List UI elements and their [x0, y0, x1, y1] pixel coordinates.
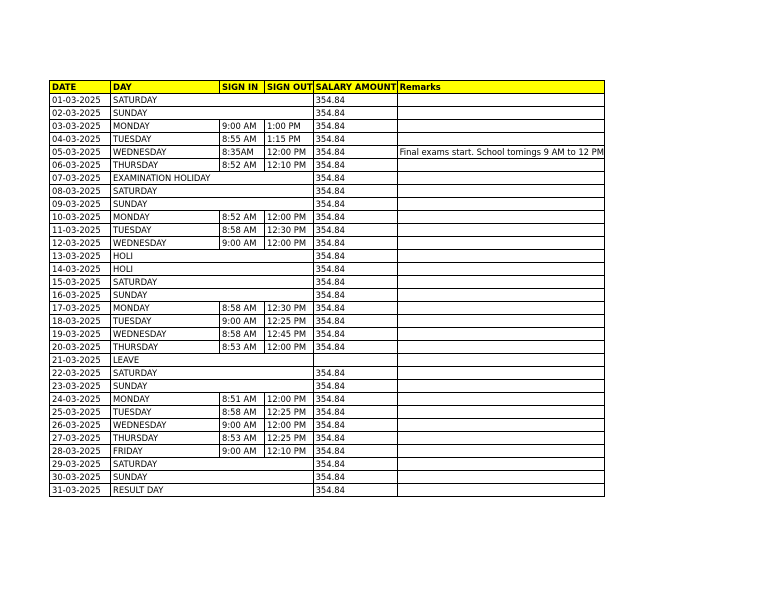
remarks-cell[interactable] [397, 211, 604, 224]
remarks-cell[interactable] [397, 380, 604, 393]
table-row [50, 406, 605, 419]
day-cell[interactable]: WEDNESDAY [111, 237, 220, 250]
sign-out-cell[interactable]: 12:25 PM [265, 406, 314, 419]
remarks-cell[interactable]: Final exams start. School tomings 9 AM to 12 PM [397, 146, 604, 159]
table-row [50, 432, 605, 445]
date-cell[interactable]: 17-03-2025 [50, 302, 111, 315]
attendance-table [49, 80, 605, 497]
salary-cell[interactable]: 354.84 [313, 484, 397, 497]
sign-in-cell[interactable]: 9:00 AM [220, 120, 265, 133]
day-cell[interactable]: TUESDAY [111, 315, 220, 328]
salary-cell[interactable]: 354.84 [313, 458, 397, 471]
sign-out-cell[interactable]: 12:10 PM [265, 159, 314, 172]
header-salary-amount[interactable]: SALARY AMOUNT [313, 81, 397, 94]
remarks-cell[interactable] [397, 406, 604, 419]
date-cell[interactable]: 28-03-2025 [50, 445, 111, 458]
day-cell[interactable]: SATURDAY [111, 185, 314, 198]
header-sign-out[interactable]: SIGN OUT [265, 81, 314, 94]
header-row [50, 81, 605, 94]
remarks-cell[interactable] [397, 458, 604, 471]
remarks-cell[interactable] [397, 185, 604, 198]
table-body [50, 94, 605, 497]
table-row [50, 341, 605, 354]
salary-cell[interactable]: 354.84 [313, 419, 397, 432]
table-row [50, 484, 605, 497]
table-row [50, 445, 605, 458]
date-cell[interactable]: 01-03-2025 [50, 94, 111, 107]
remarks-cell[interactable] [397, 445, 604, 458]
salary-cell[interactable]: 354.84 [313, 172, 397, 185]
sign-out-cell[interactable]: 12:25 PM [265, 315, 314, 328]
day-cell[interactable]: MONDAY [111, 211, 220, 224]
date-cell[interactable]: 09-03-2025 [50, 198, 111, 211]
remarks-cell[interactable] [397, 471, 604, 484]
salary-cell[interactable]: 354.84 [313, 94, 397, 107]
day-cell[interactable]: TUESDAY [111, 406, 220, 419]
salary-cell[interactable]: 354.84 [313, 185, 397, 198]
sign-in-cell[interactable]: 8:53 AM [220, 432, 265, 445]
sign-out-cell[interactable]: 12:30 PM [265, 302, 314, 315]
sign-in-cell[interactable]: 8:58 AM [220, 224, 265, 237]
remarks-cell[interactable] [397, 341, 604, 354]
date-cell[interactable]: 02-03-2025 [50, 107, 111, 120]
day-cell[interactable]: THURSDAY [111, 341, 220, 354]
day-cell[interactable]: MONDAY [111, 302, 220, 315]
table-row [50, 367, 605, 380]
sign-in-cell[interactable]: 8:58 AM [220, 406, 265, 419]
remarks-cell[interactable] [397, 120, 604, 133]
table-row [50, 185, 605, 198]
date-cell[interactable]: 04-03-2025 [50, 133, 111, 146]
table-row [50, 263, 605, 276]
day-cell[interactable]: HOLI [111, 263, 314, 276]
day-cell[interactable]: SATURDAY [111, 94, 314, 107]
sign-in-cell[interactable]: 8:55 AM [220, 133, 265, 146]
salary-cell[interactable]: 354.84 [313, 393, 397, 406]
table-row [50, 237, 605, 250]
remarks-cell[interactable] [397, 263, 604, 276]
sign-out-cell[interactable]: 12:30 PM [265, 224, 314, 237]
remarks-cell[interactable] [397, 367, 604, 380]
table-row [50, 224, 605, 237]
sign-out-cell[interactable]: 12:25 PM [265, 432, 314, 445]
salary-cell[interactable]: 354.84 [313, 146, 397, 159]
sign-in-cell[interactable]: 8:52 AM [220, 159, 265, 172]
date-cell[interactable]: 08-03-2025 [50, 185, 111, 198]
date-cell[interactable]: 05-03-2025 [50, 146, 111, 159]
table-row [50, 393, 605, 406]
remarks-cell[interactable] [397, 94, 604, 107]
day-cell[interactable]: MONDAY [111, 120, 220, 133]
sign-out-cell[interactable]: 1:00 PM [265, 120, 314, 133]
date-cell[interactable]: 12-03-2025 [50, 237, 111, 250]
table-row [50, 133, 605, 146]
table-row [50, 315, 605, 328]
day-cell[interactable]: SUNDAY [111, 471, 314, 484]
header-day[interactable]: DAY [111, 81, 220, 94]
remarks-cell[interactable] [397, 107, 604, 120]
sign-in-cell[interactable]: 8:58 AM [220, 328, 265, 341]
date-cell[interactable]: 27-03-2025 [50, 432, 111, 445]
sign-in-cell[interactable]: 8:51 AM [220, 393, 265, 406]
remarks-cell[interactable] [397, 133, 604, 146]
salary-cell[interactable]: 354.84 [313, 211, 397, 224]
table-row [50, 94, 605, 107]
remarks-cell[interactable] [397, 354, 604, 367]
table-row [50, 276, 605, 289]
date-cell[interactable]: 11-03-2025 [50, 224, 111, 237]
remarks-cell[interactable] [397, 328, 604, 341]
sign-in-cell[interactable]: 9:00 AM [220, 445, 265, 458]
day-cell[interactable]: WEDNESDAY [111, 328, 220, 341]
salary-cell[interactable]: 354.84 [313, 120, 397, 133]
day-cell[interactable]: THURSDAY [111, 432, 220, 445]
date-cell[interactable]: 21-03-2025 [50, 354, 111, 367]
remarks-cell[interactable] [397, 172, 604, 185]
date-cell[interactable]: 22-03-2025 [50, 367, 111, 380]
date-cell[interactable]: 26-03-2025 [50, 419, 111, 432]
salary-cell[interactable]: 354.84 [313, 224, 397, 237]
salary-cell[interactable]: 354.84 [313, 341, 397, 354]
sign-in-cell[interactable]: 8:53 AM [220, 341, 265, 354]
salary-cell[interactable]: 354.84 [313, 471, 397, 484]
salary-cell[interactable]: 354.84 [313, 237, 397, 250]
day-cell[interactable]: SUNDAY [111, 107, 314, 120]
table-row [50, 289, 605, 302]
day-cell[interactable]: TUESDAY [111, 133, 220, 146]
salary-cell[interactable]: 354.84 [313, 328, 397, 341]
header-date[interactable]: DATE [50, 81, 111, 94]
salary-cell[interactable]: 354.84 [313, 159, 397, 172]
date-cell[interactable]: 13-03-2025 [50, 250, 111, 263]
salary-cell[interactable]: 354.84 [313, 250, 397, 263]
sign-out-cell[interactable]: 12:00 PM [265, 211, 314, 224]
day-cell[interactable]: EXAMINATION HOLIDAY [111, 172, 314, 185]
date-cell[interactable]: 29-03-2025 [50, 458, 111, 471]
date-cell[interactable]: 20-03-2025 [50, 341, 111, 354]
sign-out-cell[interactable]: 12:10 PM [265, 445, 314, 458]
sign-out-cell[interactable]: 12:00 PM [265, 146, 314, 159]
table-row [50, 172, 605, 185]
date-cell[interactable]: 16-03-2025 [50, 289, 111, 302]
date-cell[interactable]: 23-03-2025 [50, 380, 111, 393]
remarks-cell[interactable] [397, 484, 604, 497]
table-row [50, 146, 605, 159]
remarks-cell[interactable] [397, 302, 604, 315]
day-cell[interactable]: WEDNESDAY [111, 419, 220, 432]
day-cell[interactable]: SATURDAY [111, 367, 314, 380]
date-cell[interactable]: 14-03-2025 [50, 263, 111, 276]
remarks-cell[interactable] [397, 315, 604, 328]
day-cell[interactable]: SUNDAY [111, 289, 314, 302]
salary-cell[interactable]: 354.84 [313, 133, 397, 146]
remarks-cell[interactable] [397, 393, 604, 406]
date-cell[interactable]: 19-03-2025 [50, 328, 111, 341]
sign-in-cell[interactable]: 9:00 AM [220, 237, 265, 250]
date-cell[interactable]: 25-03-2025 [50, 406, 111, 419]
table-row [50, 159, 605, 172]
date-cell[interactable]: 24-03-2025 [50, 393, 111, 406]
sign-in-cell[interactable]: 9:00 AM [220, 315, 265, 328]
header-sign-in[interactable]: SIGN IN [220, 81, 265, 94]
day-cell[interactable]: RESULT DAY [111, 484, 314, 497]
remarks-cell[interactable] [397, 289, 604, 302]
table-row [50, 458, 605, 471]
table-row [50, 419, 605, 432]
salary-cell[interactable]: 354.84 [313, 198, 397, 211]
table-row [50, 354, 605, 367]
day-cell[interactable]: THURSDAY [111, 159, 220, 172]
remarks-cell[interactable] [397, 198, 604, 211]
remarks-cell[interactable] [397, 237, 604, 250]
salary-cell[interactable]: 354.84 [313, 276, 397, 289]
day-cell[interactable]: TUESDAY [111, 224, 220, 237]
remarks-cell[interactable] [397, 224, 604, 237]
day-cell[interactable]: SATURDAY [111, 276, 314, 289]
date-cell[interactable]: 15-03-2025 [50, 276, 111, 289]
date-cell[interactable]: 06-03-2025 [50, 159, 111, 172]
day-cell[interactable]: SATURDAY [111, 458, 314, 471]
salary-cell[interactable]: 354.84 [313, 107, 397, 120]
day-cell[interactable]: SUNDAY [111, 198, 314, 211]
table-row [50, 328, 605, 341]
sign-in-cell[interactable]: 8:58 AM [220, 302, 265, 315]
table-row [50, 107, 605, 120]
table-row [50, 471, 605, 484]
date-cell[interactable]: 18-03-2025 [50, 315, 111, 328]
salary-cell[interactable]: 354.84 [313, 406, 397, 419]
remarks-cell[interactable] [397, 250, 604, 263]
sign-out-cell[interactable]: 12:00 PM [265, 419, 314, 432]
salary-cell[interactable]: 354.84 [313, 432, 397, 445]
date-cell[interactable]: 30-03-2025 [50, 471, 111, 484]
sign-out-cell[interactable]: 12:00 PM [265, 393, 314, 406]
sign-out-cell[interactable]: 12:00 PM [265, 237, 314, 250]
table-row [50, 120, 605, 133]
day-cell[interactable]: MONDAY [111, 393, 220, 406]
day-cell[interactable]: FRIDAY [111, 445, 220, 458]
sign-in-cell[interactable]: 8:52 AM [220, 211, 265, 224]
day-cell[interactable]: SUNDAY [111, 380, 314, 393]
table-row [50, 302, 605, 315]
date-cell[interactable]: 10-03-2025 [50, 211, 111, 224]
salary-cell[interactable]: 354.84 [313, 263, 397, 276]
table-row [50, 198, 605, 211]
remarks-cell[interactable] [397, 432, 604, 445]
day-cell[interactable]: LEAVE [111, 354, 314, 367]
salary-cell[interactable]: 354.84 [313, 315, 397, 328]
sign-out-cell[interactable]: 1:15 PM [265, 133, 314, 146]
table-row [50, 211, 605, 224]
table-row [50, 250, 605, 263]
sign-out-cell[interactable]: 12:00 PM [265, 341, 314, 354]
date-cell[interactable]: 03-03-2025 [50, 120, 111, 133]
salary-cell[interactable]: 354.84 [313, 380, 397, 393]
remarks-cell[interactable] [397, 419, 604, 432]
salary-cell[interactable] [313, 354, 397, 367]
day-cell[interactable]: HOLI [111, 250, 314, 263]
salary-cell[interactable]: 354.84 [313, 445, 397, 458]
sign-in-cell[interactable]: 8:35AM [220, 146, 265, 159]
remarks-cell[interactable] [397, 159, 604, 172]
sign-out-cell[interactable]: 12:45 PM [265, 328, 314, 341]
date-cell[interactable]: 07-03-2025 [50, 172, 111, 185]
salary-cell[interactable]: 354.84 [313, 367, 397, 380]
remarks-cell[interactable] [397, 276, 604, 289]
header-remarks[interactable]: Remarks [397, 81, 604, 94]
date-cell[interactable]: 31-03-2025 [50, 484, 111, 497]
sign-in-cell[interactable]: 9:00 AM [220, 419, 265, 432]
table-row [50, 380, 605, 393]
salary-cell[interactable]: 354.84 [313, 289, 397, 302]
salary-cell[interactable]: 354.84 [313, 302, 397, 315]
day-cell[interactable]: WEDNESDAY [111, 146, 220, 159]
